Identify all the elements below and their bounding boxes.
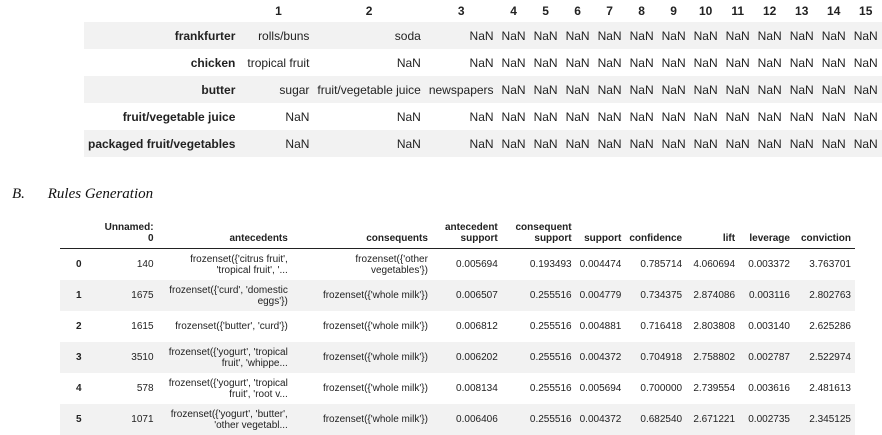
column-header: 6 <box>574 4 581 18</box>
table-cell: NaN <box>565 55 590 70</box>
table-cell: NaN <box>757 109 782 124</box>
table-cell: fruit/vegetable juice <box>317 82 421 97</box>
table-row <box>60 373 855 404</box>
table-cell: 2.671221 <box>693 414 736 425</box>
table-cell: NaN <box>533 28 558 43</box>
column-header: antecedents <box>158 214 292 249</box>
column-header: 3 <box>457 4 465 18</box>
column-header: antecedent support <box>432 214 502 249</box>
table-cell: 0.006202 <box>456 352 498 363</box>
table-cell: NaN <box>693 28 718 43</box>
table-cell: NaN <box>725 136 750 151</box>
section-heading <box>12 186 153 203</box>
table-cell: 0.005694 <box>579 383 622 394</box>
table-cell: NaN <box>693 82 718 97</box>
section-number: B. <box>12 186 25 202</box>
table-cell: NaN <box>789 28 814 43</box>
table-cell: sugar <box>279 82 310 97</box>
table-cell: 0.003616 <box>748 383 790 394</box>
row-label: frankfurter <box>174 28 236 43</box>
column-header: support <box>576 214 626 249</box>
table-cell: 0.004881 <box>579 321 622 332</box>
table-cell: NaN <box>821 136 846 151</box>
table-cell: 0.002735 <box>748 414 790 425</box>
table-cell: NaN <box>501 28 526 43</box>
column-header: 1 <box>275 4 282 18</box>
row-index: 4 <box>76 383 82 394</box>
table-cell: 0.785714 <box>640 259 683 270</box>
table-cell: 2.625286 <box>809 321 851 332</box>
column-header: consequents <box>292 214 432 249</box>
column-header: 12 <box>763 4 777 18</box>
table-row <box>60 280 855 311</box>
rules-table <box>60 214 855 435</box>
column-header: 2 <box>365 4 373 18</box>
table-cell: 1071 <box>131 414 154 425</box>
table-cell: NaN <box>725 82 750 97</box>
row-label: butter <box>201 82 236 97</box>
row-index: 0 <box>76 259 82 270</box>
table-cell: NaN <box>469 55 494 70</box>
table-cell: 0.700000 <box>640 383 683 394</box>
table-cell: 0.004779 <box>579 290 622 301</box>
table-cell: NaN <box>789 55 814 70</box>
table-cell: NaN <box>661 109 686 124</box>
section-title: Rules Generation <box>47 186 154 202</box>
table-cell: 0.255516 <box>529 321 572 332</box>
table-cell: 0.255516 <box>529 352 572 363</box>
table-row <box>60 311 855 342</box>
column-header: 5 <box>542 4 549 18</box>
column-header: leverage <box>739 214 794 249</box>
column-header <box>60 214 98 249</box>
table-cell: 2.802763 <box>809 290 851 301</box>
table-cell: NaN <box>597 55 622 70</box>
table-cell: NaN <box>533 109 558 124</box>
table-cell: frozenset({'butter', 'curd'}) <box>175 321 288 332</box>
table-row <box>84 49 882 76</box>
table-cell: NaN <box>597 109 622 124</box>
column-header: 11 <box>731 4 744 18</box>
table-cell: 2.522974 <box>809 352 851 363</box>
table-cell: newspapers <box>428 82 494 97</box>
table-cell: 0.008134 <box>456 383 498 394</box>
column-header: 8 <box>638 4 645 18</box>
table-cell: NaN <box>661 55 686 70</box>
table-row <box>60 342 855 373</box>
column-header: Unnamed: 0 <box>98 214 158 249</box>
table-cell: NaN <box>757 28 782 43</box>
column-header: consequent support <box>502 214 576 249</box>
table-cell: NaN <box>725 28 750 43</box>
table-row <box>84 76 882 103</box>
table-cell: soda <box>394 28 421 43</box>
table-row <box>60 249 855 281</box>
table-cell: NaN <box>853 136 878 151</box>
table-cell: rolls/buns <box>258 28 310 43</box>
table-cell: NaN <box>853 28 878 43</box>
table-cell: frozenset({'whole milk'}) <box>322 383 428 394</box>
table-cell: 2.758802 <box>693 352 736 363</box>
column-header: 15 <box>859 4 873 18</box>
table-cell: NaN <box>565 82 590 97</box>
table-cell: 3510 <box>131 352 154 363</box>
table-cell: 0.255516 <box>529 290 572 301</box>
table-cell: NaN <box>629 136 654 151</box>
table-cell: NaN <box>565 136 590 151</box>
table-cell: 2.345125 <box>809 414 851 425</box>
column-header: 10 <box>698 4 713 18</box>
table-cell: frozenset({'whole milk'}) <box>322 321 428 332</box>
table-cell: NaN <box>533 136 558 151</box>
table-cell: NaN <box>757 82 782 97</box>
table-cell: 1615 <box>131 321 154 332</box>
row-index: 2 <box>76 321 82 332</box>
table-cell: 2.739554 <box>693 383 736 394</box>
table-row <box>60 404 855 435</box>
table-cell: 0.193493 <box>529 259 572 270</box>
table-cell: 2.874086 <box>693 290 736 301</box>
table-cell: NaN <box>693 55 718 70</box>
table-cell: NaN <box>661 82 686 97</box>
table-cell: 0.004372 <box>579 352 622 363</box>
table-cell: frozenset({'yogurt', 'tropical fruit', 'root v... <box>168 377 288 400</box>
table-cell: 0.734375 <box>640 290 683 301</box>
table-cell: frozenset({'other vegetables'}) <box>355 253 428 276</box>
table-cell: 0.004372 <box>579 414 622 425</box>
table-cell: 3.763701 <box>809 259 851 270</box>
column-header: 14 <box>827 4 841 18</box>
table-cell: frozenset({'whole milk'}) <box>322 352 428 363</box>
table-cell: frozenset({'yogurt', 'tropical fruit', 'whippe... <box>168 346 288 369</box>
table-cell: 2.481613 <box>809 383 851 394</box>
table-cell: NaN <box>821 82 846 97</box>
table-cell: NaN <box>469 109 494 124</box>
table-cell: NaN <box>501 82 526 97</box>
column-header: lift <box>686 214 739 249</box>
table-cell: NaN <box>597 82 622 97</box>
table-cell: 578 <box>136 383 154 394</box>
table-cell: NaN <box>789 136 814 151</box>
table-row <box>84 22 882 49</box>
table-cell: 0.255516 <box>529 383 572 394</box>
table-cell: NaN <box>821 55 846 70</box>
table-cell: frozenset({'whole milk'}) <box>322 414 428 425</box>
table-cell: NaN <box>396 136 421 151</box>
table-cell: NaN <box>629 82 654 97</box>
column-header: 9 <box>670 4 677 18</box>
table-row <box>84 103 882 130</box>
table-cell: 0.006812 <box>456 321 498 332</box>
row-index: 5 <box>76 414 82 425</box>
table-cell: NaN <box>853 55 878 70</box>
table-cell: 0.004474 <box>579 259 622 270</box>
table-cell: NaN <box>501 109 526 124</box>
table-cell: NaN <box>757 136 782 151</box>
table-cell: NaN <box>396 109 421 124</box>
table-cell: NaN <box>725 55 750 70</box>
table-cell: NaN <box>501 136 526 151</box>
table-cell: NaN <box>629 109 654 124</box>
column-header: 13 <box>795 4 809 18</box>
rules-header-row <box>60 214 855 249</box>
table-cell: 0.255516 <box>529 414 572 425</box>
table-cell: 0.003372 <box>748 259 790 270</box>
row-label: packaged fruit/vegetables <box>88 136 236 151</box>
table-cell: NaN <box>597 28 622 43</box>
table-cell: 0.716418 <box>640 321 683 332</box>
table-cell: NaN <box>789 109 814 124</box>
transactions-header-row <box>84 0 882 22</box>
table-cell: 0.005694 <box>456 259 498 270</box>
table-cell: NaN <box>469 28 494 43</box>
table-cell: 0.682540 <box>640 414 683 425</box>
table-cell: NaN <box>565 28 590 43</box>
table-cell: 0.006406 <box>456 414 498 425</box>
table-cell: 2.803808 <box>693 321 736 332</box>
table-cell: NaN <box>629 28 654 43</box>
row-index: 3 <box>76 352 82 363</box>
table-cell: frozenset({'curd', 'domestic eggs'}) <box>169 284 288 307</box>
table-cell: NaN <box>853 109 878 124</box>
table-cell: 0.002787 <box>748 352 790 363</box>
table-cell: NaN <box>629 55 654 70</box>
table-cell: NaN <box>533 82 558 97</box>
table-row <box>84 130 882 157</box>
row-label: chicken <box>190 55 236 70</box>
table-cell: NaN <box>725 109 750 124</box>
table-cell: 0.006507 <box>456 290 498 301</box>
table-cell: 0.704918 <box>640 352 683 363</box>
column-header: 4 <box>510 4 517 18</box>
table-cell: NaN <box>661 28 686 43</box>
transactions-table <box>84 0 882 157</box>
table-cell: NaN <box>533 55 558 70</box>
table-cell: tropical fruit <box>247 55 310 70</box>
table-cell: 1675 <box>131 290 154 301</box>
table-cell: NaN <box>821 109 846 124</box>
table-cell: frozenset({'yogurt', 'butter', 'other vegetabl... <box>170 408 288 431</box>
table-cell: NaN <box>661 136 686 151</box>
table-cell: NaN <box>285 109 310 124</box>
row-index: 1 <box>76 290 82 301</box>
table-cell: NaN <box>285 136 310 151</box>
table-cell: NaN <box>789 82 814 97</box>
table-cell: NaN <box>597 136 622 151</box>
table-cell: NaN <box>757 55 782 70</box>
table-cell: 0.003140 <box>748 321 790 332</box>
table-cell: frozenset({'citrus fruit', 'tropical fruit', '... <box>190 253 288 276</box>
column-header: conviction <box>794 214 855 249</box>
table-cell: NaN <box>396 55 421 70</box>
table-cell: NaN <box>693 136 718 151</box>
row-label: fruit/vegetable juice <box>122 109 236 124</box>
table-cell: NaN <box>501 55 526 70</box>
table-cell: 140 <box>136 259 154 270</box>
table-cell: 0.003116 <box>749 290 790 301</box>
column-header: confidence <box>625 214 686 249</box>
table-cell: NaN <box>469 136 494 151</box>
table-cell: NaN <box>693 109 718 124</box>
table-cell: 4.060694 <box>693 259 736 270</box>
table-cell: frozenset({'whole milk'}) <box>322 290 428 301</box>
column-header: 7 <box>606 4 613 18</box>
table-cell: NaN <box>821 28 846 43</box>
table-cell: NaN <box>565 109 590 124</box>
table-cell: NaN <box>853 82 878 97</box>
column-header <box>84 0 243 22</box>
